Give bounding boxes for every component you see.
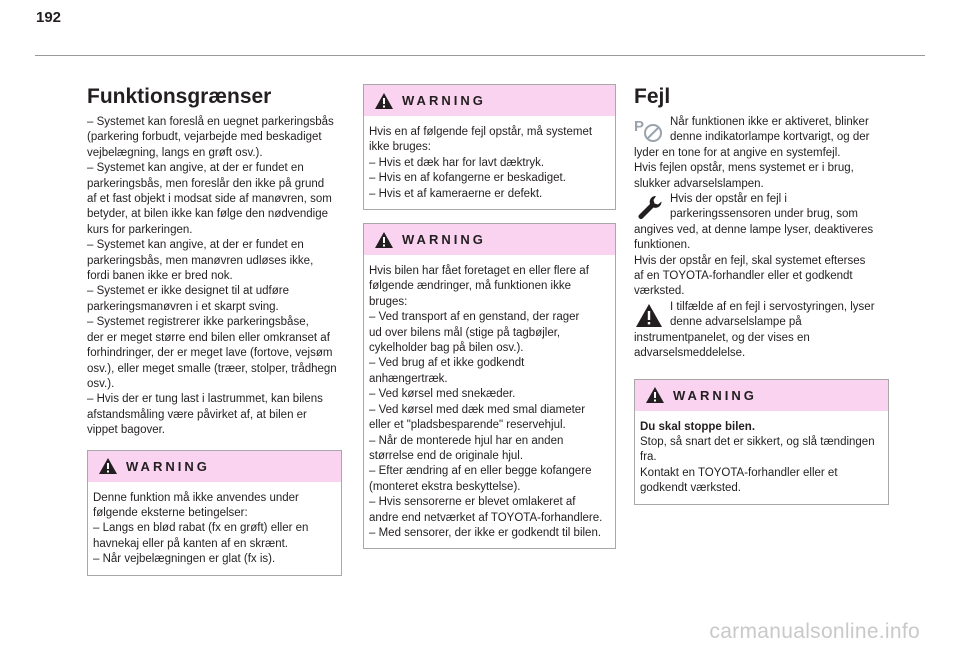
fault-service-text [634, 223, 889, 300]
warning-header [635, 380, 888, 411]
text-line: afstandsmåling være påvirket af, at bilen er [87, 408, 307, 421]
wrench-service-icon [634, 192, 664, 222]
text-line: Denne funktion må ikke anvendes under [93, 491, 299, 504]
text-line: vippet bagover. [87, 424, 166, 437]
text-line: funktionen. [634, 239, 691, 252]
text-line: – Hvis et dæk har for lavt dæktryk. [369, 156, 545, 169]
section-title-limitations: Funktionsgrænser [87, 85, 272, 108]
text-line: kurs for parkeringen. [87, 223, 193, 236]
warning-box-faults [363, 84, 616, 210]
text-line: parkeringsbås, men foreslår den ikke på grund [87, 177, 325, 190]
warning-lines [640, 435, 880, 497]
text-line: I tilfælde af en fejl i servostyringen, lyser [670, 300, 875, 313]
text-line: der er meget større end bilen eller omkranset af [87, 331, 330, 344]
text-line: parkeringsmanøvren i et skarpt sving. [87, 300, 279, 313]
text-line: – Hvis der er tung last i lastrummet, kan bilens [87, 393, 323, 406]
text-line: – Med sensorer, der ikke er godkendt til bilen. [369, 526, 602, 539]
text-line: advarselsmeddelelse. [634, 347, 746, 360]
text-line: følgende ændringer, må funktionen ikke [369, 280, 572, 293]
text-line: cykelholder bag på bilen osv.). [369, 342, 524, 355]
text-line: følgende eksterne betingelser: [93, 506, 248, 519]
text-line: parkeringssensoren under brug, som [670, 208, 858, 221]
text-line: havnekaj eller på kanten af en skrænt. [93, 537, 288, 550]
text-line: godkendt værksted. [640, 482, 742, 495]
warning-title: WARNING [673, 387, 757, 403]
text-line: forhindringer, der er meget lave (fortove, vejsøm [87, 347, 333, 360]
warning-bold-line: Du skal stoppe bilen. [640, 420, 756, 433]
text-line: – Systemet kan angive, at der er fundet en [87, 162, 304, 175]
fault-block-indicator [634, 115, 889, 192]
text-line: – Hvis sensorerne er blevet omlakeret af [369, 496, 576, 509]
warning-title: WARNING [126, 458, 210, 474]
text-line: Hvis en af følgende fejl opstår, må systemet [369, 126, 593, 138]
text-line: – Ved kørsel med dæk med smal diameter [369, 403, 586, 416]
warning-header [364, 85, 615, 116]
text-line: eller et "pladsbesparende" reservehjul. [369, 419, 566, 432]
text-line: – Hvis et af kameraerne er defekt. [369, 187, 543, 200]
warning-triangle-icon [374, 92, 394, 110]
text-line: – Ved kørsel med snekæder. [369, 388, 516, 401]
text-line: størrelse end de originale hjul. [369, 449, 524, 462]
text-line: Hvis der opstår en fejl, skal systemet efterses [634, 254, 866, 267]
fault-block-service [634, 192, 889, 300]
text-line: af en TOYOTA-forhandler eller et godkendt [634, 270, 853, 283]
fault-indicator-text-indented [634, 115, 889, 146]
text-line: Når funktionen ikke er aktiveret, blinker [670, 116, 869, 128]
svg-text:P: P [634, 118, 645, 135]
warning-header [88, 451, 341, 482]
warning-box-stop [634, 379, 889, 505]
text-line: ud over bilens mål (stige på tagbøjler, [369, 326, 561, 339]
watermark: carmanualsonline.info [709, 620, 920, 643]
text-line: værksted. [634, 285, 685, 298]
text-line: – Langs en blød rabat (fx en grøft) eller en [93, 522, 309, 535]
warning-body [364, 255, 615, 548]
text-line: denne advarselslampe på [670, 316, 802, 329]
text-line: instrumentpanelet, og der vises en [634, 331, 810, 344]
text-line: – Systemet er ikke designet til at udføre [87, 285, 289, 298]
text-line: bruges: [369, 295, 408, 308]
warning-title: WARNING [402, 93, 486, 108]
text-line: Hvis der opstår en fejl i [670, 193, 787, 206]
fault-steering-text [634, 331, 889, 362]
top-rule [35, 55, 925, 56]
warning-triangle-icon [374, 231, 394, 249]
text-line: betyder, at bilen ikke kan følge den nødvendige [87, 208, 329, 221]
text-line: – Når de monterede hjul har en anden [369, 434, 564, 447]
text-line: ikke bruges: [369, 141, 432, 154]
text-line: af et fast objekt i modsat side af manøvren, som [87, 193, 332, 206]
text-line: (parkering forbudt, vejarbejde med beskadiget [87, 131, 322, 144]
text-line: – Systemet kan angive, at der er fundet en [87, 239, 304, 252]
text-line: (monteret ekstra beskyttelse). [369, 480, 521, 493]
fault-indicator-text [634, 146, 889, 192]
text-line: – Hvis en af kofangerne er beskadiget. [369, 172, 566, 185]
text-line: lyder en tone for at angive en systemfejl. [634, 146, 841, 159]
warning-body [364, 116, 615, 209]
warning-triangle-icon [634, 300, 664, 330]
text-line: slukker advarselslampen. [634, 177, 764, 190]
text-line: Stop, så snart det er sikkert, og slå tændingen [640, 435, 875, 448]
text-line: andre end netværket af TOYOTA-forhandlere. [369, 511, 603, 524]
text-line: Hvis fejlen opstår, mens systemet er i brug, [634, 162, 854, 175]
warning-box-modifications [363, 223, 616, 549]
text-line: – Systemet registrerer ikke parkeringsbåse, [87, 316, 309, 329]
text-line: anhængertræk. [369, 372, 448, 385]
fault-service-text-indented [634, 192, 889, 223]
fault-block-steering [634, 300, 889, 362]
section-title-faults: Fejl [634, 85, 671, 108]
text-line: – Ved transport af en genstand, der rager [369, 311, 580, 324]
warning-title: WARNING [402, 232, 486, 248]
column-limitations [87, 84, 342, 576]
warning-box [87, 450, 342, 576]
page-number: 192 [36, 9, 62, 26]
parking-sensor-indicator-icon [634, 115, 664, 145]
text-line: – Ved brug af et ikke godkendt [369, 357, 525, 370]
text-line: fra. [640, 451, 657, 464]
warning-triangle-icon [645, 386, 665, 404]
text-line: denne indikatorlampe kortvarigt, og der [670, 131, 870, 144]
warning-triangle-icon [98, 457, 118, 475]
text-line: – Efter ændring af en eller begge kofangere [369, 465, 592, 478]
warning-body [88, 482, 341, 575]
text-line: angives ved, at denne lampe lyser, deaktiveres [634, 223, 874, 236]
text-line: Kontakt en TOYOTA-forhandler eller et [640, 466, 838, 479]
warning-header [364, 224, 615, 255]
text-line: osv.). [87, 377, 115, 390]
text-line: vejbelægning, langs en grøft osv.). [87, 146, 263, 159]
text-line: Hvis bilen har fået foretaget en eller flere af [369, 265, 589, 278]
limitations-text [87, 115, 342, 439]
text-line: – Når vejbelægningen er glat (fx is). [93, 553, 276, 566]
column-faults [634, 84, 889, 505]
text-line: osv.), eller meget smalle (træer, stolper, trådhegn [87, 362, 337, 375]
warning-body [635, 411, 888, 504]
text-line: parkeringsbås, men manøvren udløses ikke, [87, 254, 314, 267]
column-warnings [363, 84, 616, 549]
fault-steering-text-indented [634, 300, 889, 331]
text-line: – Systemet kan foreslå en uegnet parkeringsbås [87, 116, 334, 128]
text-line: fordi banen ikke er bred nok. [87, 270, 233, 283]
